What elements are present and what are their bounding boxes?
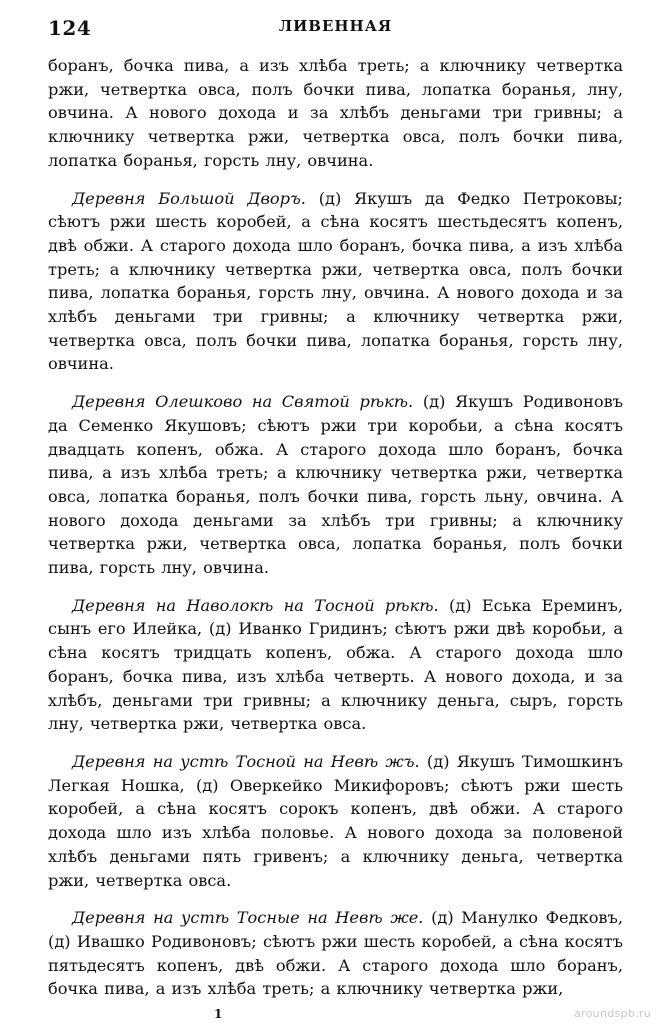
village-entry-ust-tosnye-neva xyxy=(48,906,623,1001)
paragraph-text: боранъ, бочка пива, а изъ хлѣба треть; а ключнику четвертка ржи, четвертка овса, полъ бочки пива, лопатка боранья, лну, овчина. А нового дохода и за хлѣбъ деньгами три гривны; а ключнику четвертка ржи, четвертка овса, полъ бочки пива, лопатка боранья, горсть лну, овчина. xyxy=(48,56,623,170)
paragraph-text: (д) Якушъ Родивоновъ да Семенко Якушовъ; сѣютъ ржи три коробьи, а сѣна косятъ двадцать копенъ, обжа. А старого дохода шло боранъ, бочка пива, а изъ хлѣба треть; а ключнику четвертка ржи, четвертка овса, лопатка боранья, полъ бочки пива, горсть льну, овчина. А нового дохода деньгами за хлѣбъ три гривны; а ключнику четвертка ржи, четвертка овса, лопатка боранья, полъ бочки пива, горсть лну, овчина. xyxy=(48,392,623,578)
village-heading: Деревня на устѣ Тосной на Невѣ жъ. xyxy=(72,751,420,771)
village-entry-navolok xyxy=(48,594,623,736)
paragraph-text: (д) Якушъ да Федко Петроковы; сѣютъ ржи шесть коробей, а сѣна косятъ шестьдесятъ копенъ, двѣ обжи. А старого дохода шло боранъ, бочка пива, а изъ хлѣба треть; а ключнику четвертка ржи, четвертка овса, полъ бочки пива, лопатка боранья, горсть лну, овчина. А нового дохода и за хлѣбъ деньгами три гривны; а ключнику четвертка ржи, четвертка овса, полъ бочки пива, лопатка боранья, горсть лну, овчина. xyxy=(48,188,623,374)
village-entry-bolshoy-dvor xyxy=(48,187,623,377)
page-header xyxy=(48,16,623,40)
running-title: ЛИВЕННАЯ xyxy=(278,17,393,35)
page-number: 124 xyxy=(48,16,92,40)
village-heading: Деревня на Наволокѣ на Тосной рѣкѣ. xyxy=(72,595,439,615)
footer-mark: 1 xyxy=(214,1007,223,1021)
paragraph-text: (д) Манулко Федковъ, (д) Ивашко Родивоновъ; сѣютъ ржи шесть коробей, а сѣна косятъ пятьдесятъ копенъ, двѣ обжи. А старого дохода шло боранъ, бочка пива, а изъ хлѣба треть; а ключнику четвертка ржи, xyxy=(48,908,623,999)
watermark: aroundspb.ru xyxy=(574,1007,651,1020)
village-heading: Деревня Олешково на Святой рѣкѣ. xyxy=(72,392,414,412)
paragraph-text: (д) Якушъ Тимошкинъ Легкая Ношка, (д) Оверкейко Микифоровъ; сѣютъ ржи шесть коробей, а сѣна косятъ сорокъ копенъ, двѣ обжи. А старого дохода шло изъ хлѣба половье. А нового дохода за половеной хлѣбъ деньгами пять гривенъ; а ключнику деньга, четвертка ржи, четвертка овса. xyxy=(48,751,623,890)
document-body xyxy=(48,54,623,1015)
village-heading: Деревня Большой Дворъ. xyxy=(72,188,306,208)
village-entry-ust-tosnoy-neva xyxy=(48,750,623,892)
village-heading: Деревня на устѣ Тосные на Невѣ же. xyxy=(72,908,424,928)
village-entry-oleshkovo xyxy=(48,390,623,580)
paragraph-text: (д) Еська Ереминъ, сынъ его Илейка, (д) Иванко Гридинъ; сѣютъ ржи двѣ коробьи, а сѣна косятъ тридцать копенъ, обжа. А старого дохода шло боранъ, бочка пива, изъ хлѣба четверть. А нового дохода, и за хлѣбъ, деньгами три гривны; а ключнику деньга, сыръ, горсть лну, четвертка ржи, четвертка овса. xyxy=(48,595,623,734)
paragraph-continued xyxy=(48,54,623,173)
